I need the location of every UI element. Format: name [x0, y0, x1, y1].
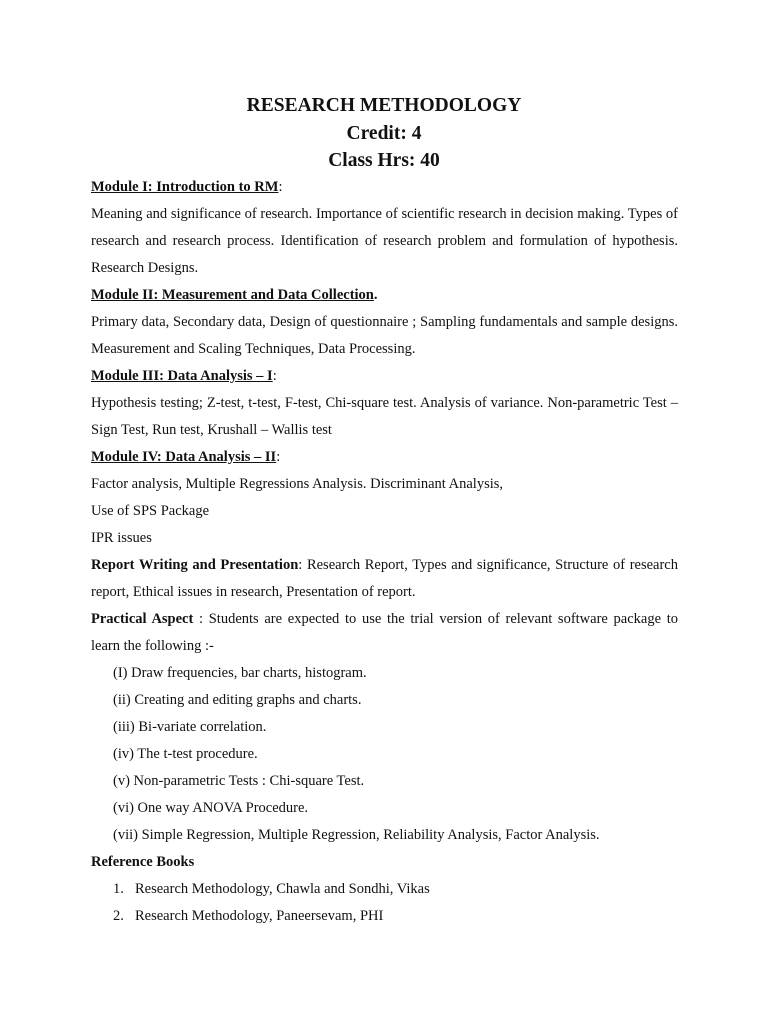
module-4-line: Factor analysis, Multiple Regressions Analysis. Discriminant Analysis,	[91, 476, 504, 492]
list-item	[91, 876, 678, 903]
practical-aspect-body: : Students are expected to use the trial version of relevant software package to learn the following :-	[91, 611, 678, 654]
list-item: (I) Draw frequencies, bar charts, histogram.	[113, 665, 367, 681]
module-4-title: Module IV: Data Analysis – II	[91, 449, 277, 465]
class-hours: Class Hrs: 40	[328, 150, 440, 171]
report-writing-section	[91, 552, 678, 606]
reference-books-heading: Reference Books	[91, 854, 195, 870]
list-item: (v) Non-parametric Tests : Chi-square Test.	[113, 773, 365, 789]
module-1-suffix: :	[278, 179, 283, 195]
report-writing-body: : Research Report, Types and significance, Structure of research report, Ethical issues in research, Presentation of report.	[91, 557, 678, 600]
module-1-body: Meaning and significance of research. Importance of scientific research in decision making. Types of research and research process. Identification of research problem and formulation of hypothesis. Research Designs.	[91, 206, 678, 276]
practical-list	[91, 660, 678, 849]
reference-number: 2.	[113, 908, 124, 924]
syllabus-content	[91, 174, 678, 930]
course-title: RESEARCH METHODOLOGY	[246, 95, 522, 116]
list-item	[91, 903, 678, 930]
list-item: (iii) Bi-variate correlation.	[113, 719, 267, 735]
module-3-heading	[91, 363, 678, 390]
module-4-line: IPR issues	[91, 530, 152, 546]
list-item: (vii) Simple Regression, Multiple Regression, Reliability Analysis, Factor Analysis.	[113, 827, 600, 843]
module-1-title: Module I: Introduction to RM	[91, 179, 279, 195]
module-2-body: Primary data, Secondary data, Design of questionnaire ; Sampling fundamentals and sample designs. Measurement and Scaling Techniques, Data Processing.	[91, 314, 678, 357]
practical-aspect-heading: Practical Aspect	[91, 611, 194, 627]
module-2-title: Module II: Measurement and Data Collection	[91, 287, 374, 303]
module-3-title: Module III: Data Analysis – I	[91, 368, 273, 384]
module-3-body: Hypothesis testing; Z-test, t-test, F-test, Chi-square test. Analysis of variance. Non-parametric Test – Sign Test, Run test, Krushall – Wallis test	[91, 395, 678, 438]
module-4-suffix: :	[276, 449, 281, 465]
module-2-heading	[91, 282, 678, 309]
module-1-heading	[91, 174, 678, 201]
module-2-suffix: .	[373, 287, 378, 303]
report-writing-heading: Report Writing and Presentation	[91, 557, 299, 573]
title-block	[0, 92, 768, 175]
list-item: (vi) One way ANOVA Procedure.	[113, 800, 309, 816]
module-4-heading	[91, 444, 678, 471]
reference-text: Research Methodology, Chawla and Sondhi, Vikas	[135, 881, 430, 897]
reference-number: 1.	[113, 881, 124, 897]
reference-list	[91, 876, 678, 930]
practical-aspect-section	[91, 606, 678, 660]
reference-text: Research Methodology, Paneersevam, PHI	[135, 908, 384, 924]
list-item: (ii) Creating and editing graphs and charts.	[113, 692, 362, 708]
course-credit: Credit: 4	[346, 122, 422, 144]
list-item: (iv) The t-test procedure.	[113, 746, 258, 762]
module-3-suffix: :	[272, 368, 277, 384]
module-4-line: Use of SPS Package	[91, 503, 210, 519]
